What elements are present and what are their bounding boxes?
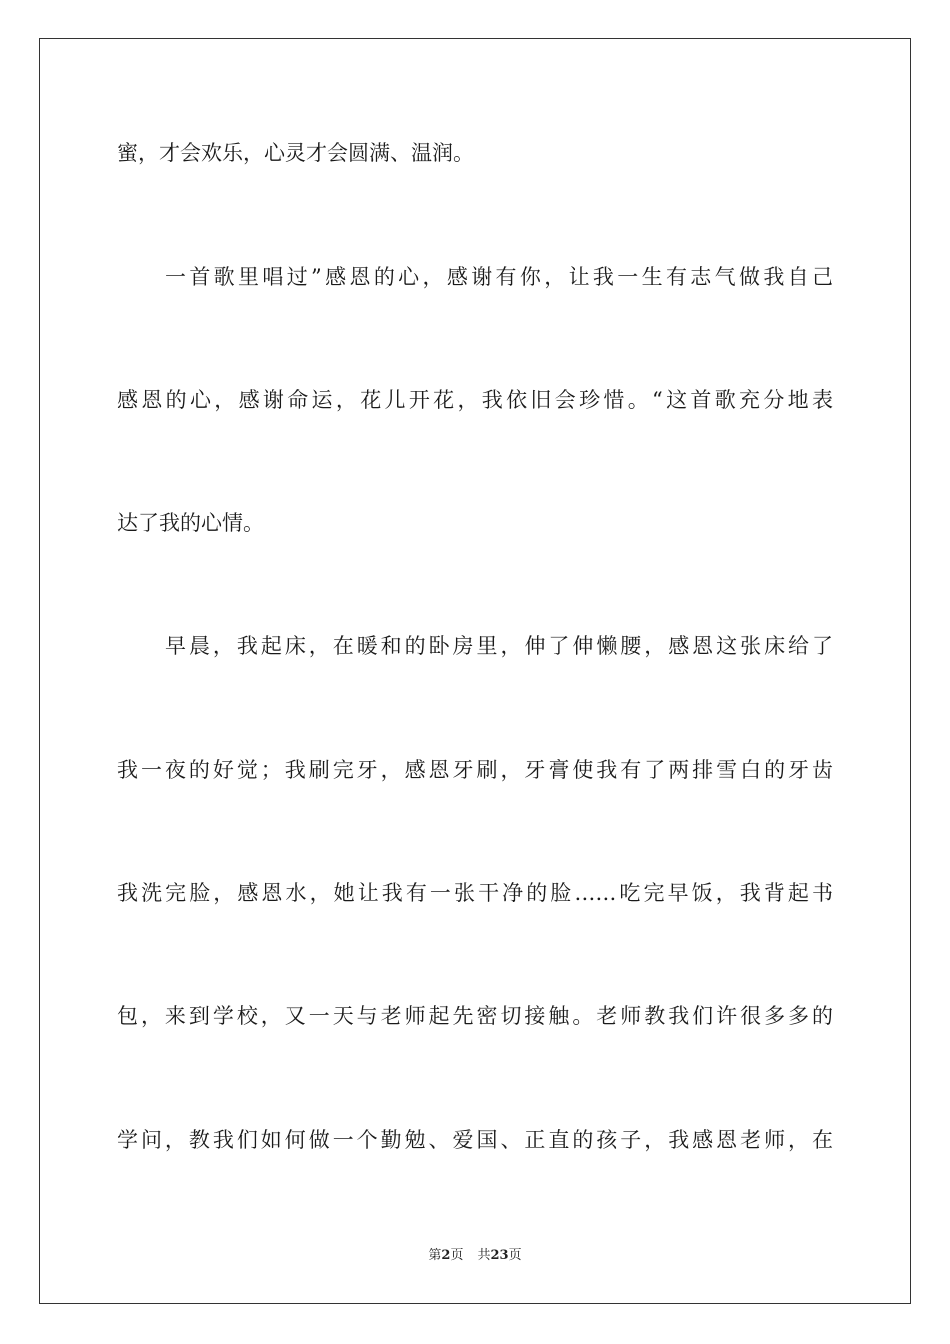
page-suffix: 页: [450, 1248, 464, 1263]
page-number: 2: [441, 1248, 451, 1263]
page-border: [39, 38, 911, 1304]
paragraph-line: 感恩的心，感谢命运，花儿开花，我依旧会珍惜。“这首歌充分地表: [117, 388, 833, 412]
paragraph-line: 我洗完脸，感恩水，她让我有一张干净的脸……吃完早饭，我背起书: [117, 881, 833, 905]
paragraph-line: 我一夜的好觉；我刷完牙，感恩牙刷，牙膏使我有了两排雪白的牙齿: [117, 758, 833, 782]
total-prefix: 共: [477, 1248, 491, 1263]
total-pages: 23: [490, 1248, 509, 1263]
paragraph-line: 学问，教我们如何做一个勤勉、爱国、正直的孩子，我感恩老师，在: [117, 1128, 833, 1152]
total-suffix: 页: [508, 1248, 522, 1263]
paragraph-line: 包，来到学校，又一天与老师起先密切接触。老师教我们许很多多的: [117, 1004, 833, 1028]
page-footer: [0, 1246, 950, 1266]
paragraph-line: 一首歌里唱过”感恩的心，感谢有你，让我一生有志气做我自己: [165, 265, 833, 289]
paragraph-line: 达了我的心情。: [117, 511, 264, 535]
paragraph-line: 早晨，我起床，在暖和的卧房里，伸了伸懒腰，感恩这张床给了: [165, 634, 833, 658]
page-prefix: 第: [428, 1248, 442, 1263]
paragraph-line: 蜜，才会欢乐，心灵才会圆满、温润。: [117, 141, 474, 165]
